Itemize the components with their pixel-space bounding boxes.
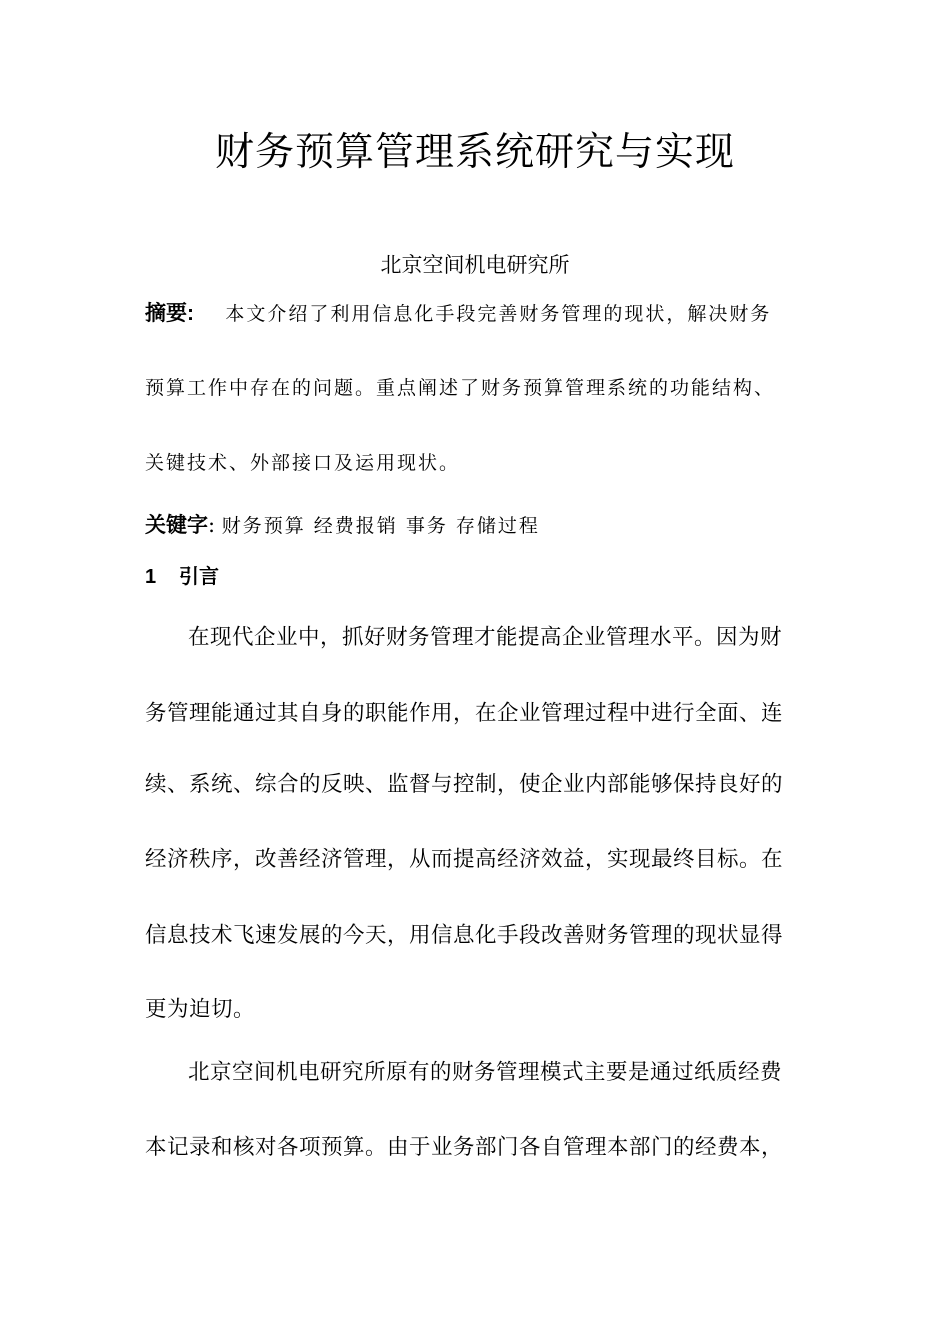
abstract-text: 本文介绍了利用信息化手段完善财务管理的现状，解决财务 [225, 303, 772, 325]
paragraph-line: 北京空间机电研究所原有的财务管理模式主要是通过纸质经费 [188, 1060, 783, 1085]
abstract-label: 摘要: [145, 302, 194, 325]
keywords-text: 财务预算 经费报销 事务 存储过程 [221, 515, 540, 537]
abstract-line-2: 预算工作中存在的问题。重点阐述了财务预算管理系统的功能结构、 [145, 377, 776, 399]
section-title: 引言 [179, 566, 219, 588]
section-heading [145, 562, 810, 592]
abstract-line-3: 关键技术、外部接口及运用现状。 [145, 452, 461, 474]
paragraph-line: 信息技术飞速发展的今天，用信息化手段改善财务管理的现状显得 [145, 923, 784, 948]
paragraph-line: 经济秩序，改善经济管理，从而提高经济效益，实现最终目标。在 [145, 847, 784, 872]
paragraph-line: 本记录和核对各项预算。由于业务部门各自管理本部门的经费本， [145, 1135, 784, 1160]
section-number: 1 [145, 566, 157, 588]
keywords-label: 关键字 [145, 514, 208, 537]
paper-title: 财务预算管理系统研究与实现 [214, 130, 735, 175]
keywords-colon: : [208, 513, 216, 537]
paragraph-line: 在现代企业中，抓好财务管理才能提高企业管理水平。因为财 [188, 625, 783, 650]
paragraph-line: 更为迫切。 [145, 997, 256, 1022]
keywords-line [145, 510, 810, 541]
paragraph-line: 续、系统、综合的反映、监督与控制，使企业内部能够保持良好的 [145, 772, 784, 797]
author-affiliation: 北京空间机电研究所 [380, 253, 570, 277]
paragraph-line: 务管理能通过其自身的职能作用，在企业管理过程中进行全面、连 [145, 701, 784, 726]
abstract-line-1 [145, 298, 810, 329]
